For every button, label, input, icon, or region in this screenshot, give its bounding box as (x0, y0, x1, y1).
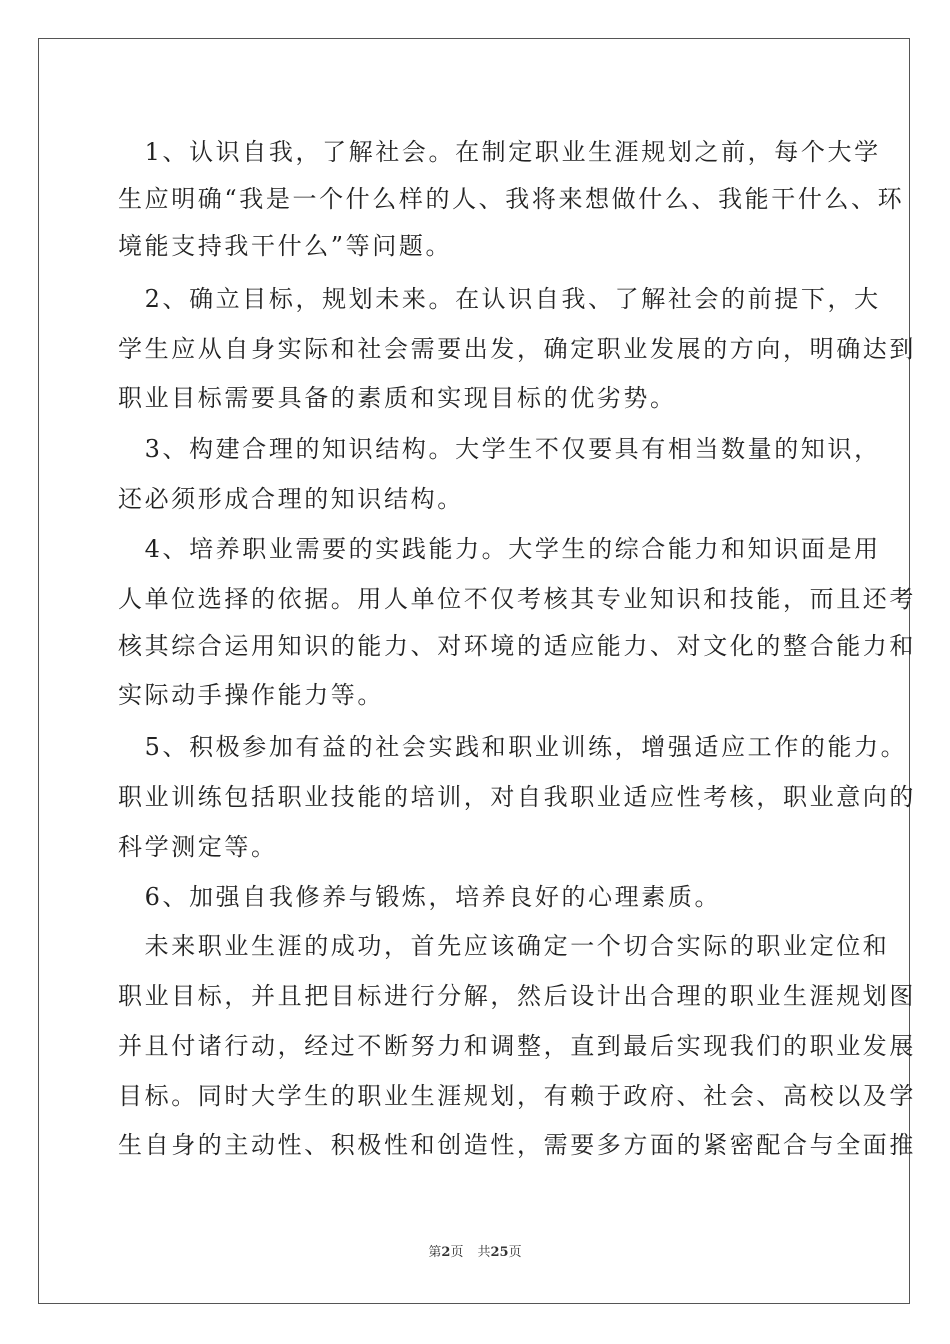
text-line: 并且付诸行动，经过不断努力和调整，直到最后实现我们的职业发展 (118, 1032, 916, 1060)
text-line: 实际动手操作能力等。 (118, 681, 384, 709)
text-line: 生应明确“我是一个什么样的人、我将来想做什么、我能干什么、环 (118, 185, 905, 213)
text-line: 3、构建合理的知识结构。大学生不仅要具有相当数量的知识， (118, 435, 881, 463)
text-line: 4、培养职业需要的实践能力。大学生的综合能力和知识面是用 (118, 535, 881, 563)
text-line: 职业目标需要具备的素质和实现目标的优劣势。 (118, 384, 677, 412)
text-line: 6、加强自我修养与锻炼，培养良好的心理素质。 (118, 883, 722, 911)
total-prefix: 共 (477, 1245, 491, 1260)
text-line: 还必须形成合理的知识结构。 (118, 485, 464, 513)
text-line: 5、积极参加有益的社会实践和职业训练，增强适应工作的能力。 (118, 733, 908, 761)
text-line: 境能支持我干什么”等问题。 (118, 232, 453, 260)
page-prefix: 第 (428, 1245, 442, 1260)
text-line: 生自身的主动性、积极性和创造性，需要多方面的紧密配合与全面推 (118, 1131, 916, 1159)
text-line: 目标。同时大学生的职业生涯规划，有赖于政府、社会、高校以及学 (118, 1082, 916, 1110)
text-line: 职业训练包括职业技能的培训，对自我职业适应性考核，职业意向的 (118, 783, 916, 811)
text-line: 学生应从自身实际和社会需要出发，确定职业发展的方向，明确达到 (118, 335, 916, 363)
total-pages: 25 (490, 1245, 509, 1260)
text-line: 科学测定等。 (118, 833, 278, 861)
page-number: 2 (441, 1245, 451, 1260)
total-suffix: 页 (508, 1245, 522, 1260)
page-footer (0, 1245, 950, 1261)
text-line: 2、确立目标，规划未来。在认识自我、了解社会的前提下，大 (118, 285, 881, 313)
text-line: 未来职业生涯的成功，首先应该确定一个切合实际的职业定位和 (118, 932, 890, 960)
text-line: 1、认识自我，了解社会。在制定职业生涯规划之前，每个大学 (118, 138, 881, 166)
page-border (38, 38, 910, 1304)
text-line: 人单位选择的依据。用人单位不仅考核其专业知识和技能，而且还考 (118, 585, 916, 613)
text-line: 职业目标，并且把目标进行分解，然后设计出合理的职业生涯规划图 (118, 982, 916, 1010)
text-line: 核其综合运用知识的能力、对环境的适应能力、对文化的整合能力和 (118, 632, 916, 660)
page-suffix: 页 (450, 1245, 464, 1260)
